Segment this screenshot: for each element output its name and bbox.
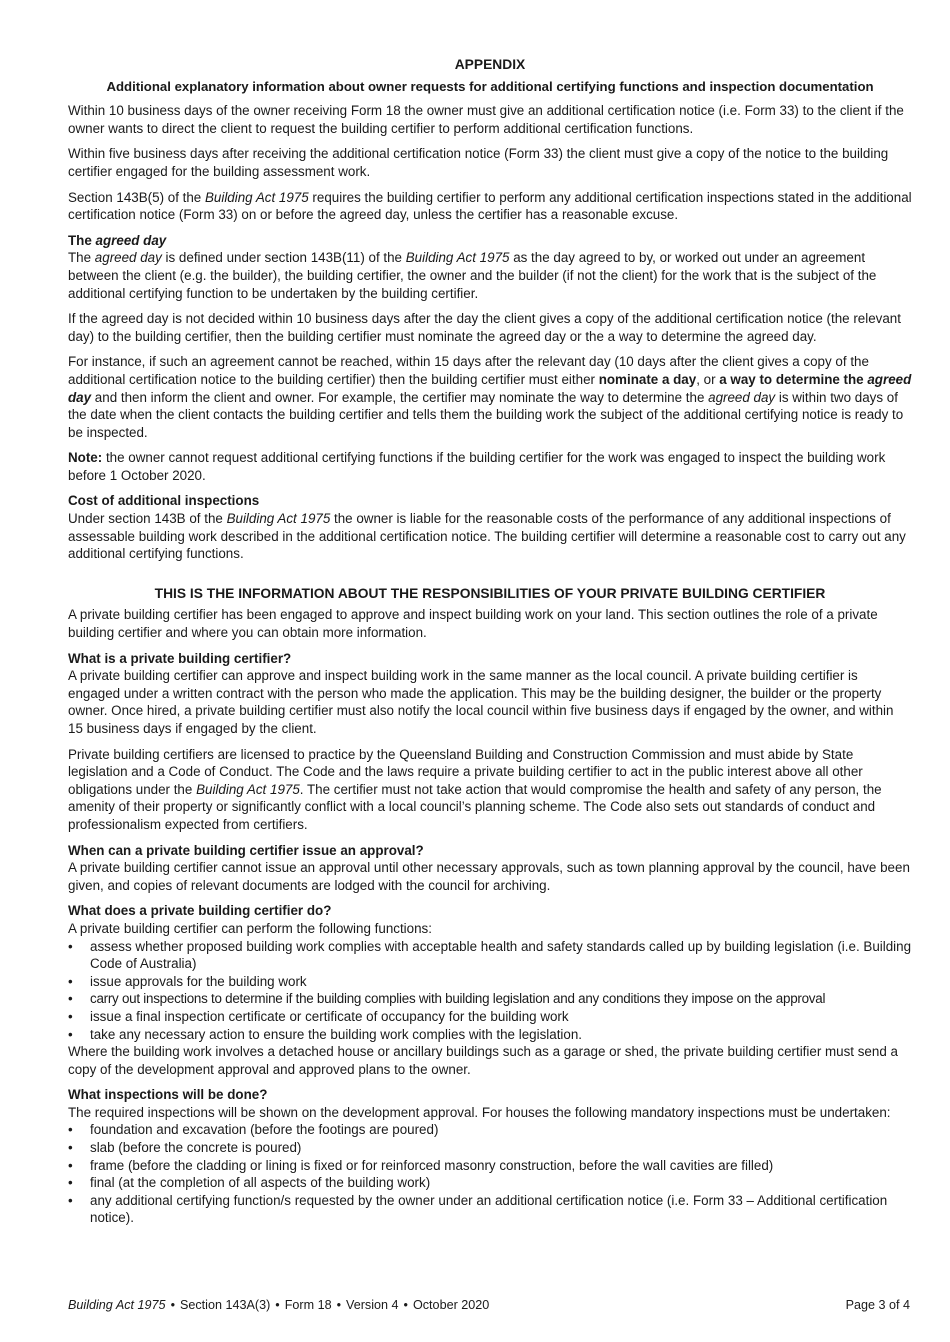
inspections-intro: The required inspections will be shown on the development approval. For houses the following mandatory inspections must be undertaken: <box>68 1104 891 1120</box>
cost-paragraph: Under section 143B of the Building Act 1975 the owner is liable for the reasonable costs of the performance of any additional inspections of assessable building work described in the additional certification notice. The building certifier will determine a reasonable cost to carry out any additional certifying functions. <box>68 511 906 562</box>
when-heading: When can a private building certifier issue an approval? <box>68 842 424 858</box>
appendix-paragraph-2: Within five business days after receiving the additional certification notice (Form 33) the client must give a copy of the notice to the building certifier engaged for the building assessment work. <box>68 146 889 179</box>
list-item: • carry out inspections to determine if the building complies with building legislation and any conditions they impose on the approval <box>68 990 912 1008</box>
act-name: Building Act 1975 <box>204 189 309 205</box>
what-is-heading: What is a private building certifier? <box>68 650 292 666</box>
appendix-title: APPENDIX <box>454 57 526 72</box>
footer-reference: Building Act 1975 • Section 143A(3) • Form 18 • Version 4 • October 2020 <box>68 1298 490 1312</box>
list-item: • take any necessary action to ensure the building work complies with the legislation. <box>68 1026 912 1044</box>
footer-section: Section 143A(3) <box>179 1298 271 1312</box>
agreed-day-paragraph-2: If the agreed day is not decided within 10 business days after the day the client gives a copy of the additional certification notice (the relevant day) to the building certifier, then the building certifier must nominate the agreed day or the a way to determine the agreed day. <box>68 311 901 344</box>
act-name: Building Act 1975 <box>226 511 331 527</box>
footer-form: Form 18 <box>284 1298 332 1312</box>
cost-heading: Cost of additional inspections <box>68 493 260 509</box>
appendix-paragraph-1: Within 10 business days of the owner receiving Form 18 the owner must give an additional certification notice (i.e. Form 33) to the client if the owner wants to direct the client to request the building certifier to perform additional certification functions. <box>68 103 904 136</box>
act-name: Building Act 1975 <box>196 781 300 797</box>
page-footer <box>68 1298 910 1312</box>
cost-section <box>68 492 912 562</box>
inspections-section <box>68 1086 912 1227</box>
list-item: • foundation and excavation (before the footings are poured) <box>68 1121 912 1139</box>
inspections-heading: What inspections will be done? <box>68 1087 268 1103</box>
note-paragraph: Note: the owner cannot request additional certifying functions if the building certifier for the work was engaged to inspect the building work before 1 October 2020. <box>68 450 886 483</box>
document-page <box>68 56 912 1235</box>
when-section <box>68 842 912 895</box>
do-after-paragraph: Where the building work involves a detached house or ancillary buildings such as a garage or shed, the private building certifier must send a copy of the development approval and approved plans to the owner. <box>68 1044 898 1077</box>
list-item: • final (at the completion of all aspects of the building work) <box>68 1174 912 1192</box>
do-heading: What does a private building certifier do? <box>68 903 332 919</box>
footer-act: Building Act 1975 <box>68 1298 166 1312</box>
responsibilities-intro: A private building certifier has been engaged to approve and inspect building work on your land. This section outlines the role of a private building certifier and where you can obtain more information. <box>68 607 878 641</box>
appendix-paragraph-3: Section 143B(5) of the Building Act 1975 requires the building certifier to perform any additional certification inspections stated in the additional certification notice (Form 33) on or before the agreed day, unless the certifier has a reasonable excuse. <box>68 189 912 223</box>
what-is-paragraph-2: Private building certifiers are licensed to practice by the Queensland Building and Construction Commission and must abide by State legislation and a Code of Conduct. The Code and the laws require a private building certifier to act in the public interest above all other obligations under the Building Act 1975. The certifier must not take action that would compromise the health and safety of any person, the amenity of their property or significantly conflict with a local council’s planning scheme. The Code also sets out standards of conduct and professionalism expected from certifiers. <box>68 746 882 832</box>
note-label: Note: <box>68 450 103 466</box>
what-is-section <box>68 650 912 738</box>
list-item: • issue a final inspection certificate or certificate of occupancy for the building work <box>68 1008 912 1026</box>
list-item: • frame (before the cladding or lining is fixed or for reinforced masonry construction, before the wall cavities are filled) <box>68 1157 912 1175</box>
agreed-day-heading: The agreed day <box>68 232 167 248</box>
list-item: • issue approvals for the building work <box>68 973 912 991</box>
act-name: Building Act 1975 <box>405 250 510 266</box>
do-intro: A private building certifier can perform the following functions: <box>68 920 432 936</box>
footer-date: October 2020 <box>412 1298 490 1312</box>
what-is-paragraph-1: A private building certifier can approve and inspect building work in the same manner as the local council. A private building certifier is engaged under a written contract with the person who made the application. This may be the building designer, the builder or the property owner. Once hired, a private building certifier must also notify the local council within five business days if engaged by the owner, and within 15 business days if engaged by the client. <box>68 668 894 736</box>
agreed-day-paragraph-3: For instance, if such an agreement cannot be reached, within 15 days after the relevant day (10 days after the client gives a copy of the additional certification notice to the building certifier) then the building certifier must either nominate a day, or a way to determine the agreed day and then inform the client and owner. For example, the certifier may nominate the way to determine the agreed day is within two days of the date when the client contacts the building certifier and tells them the building work the subject of the additional certifying notice is ready to be inspected. <box>68 354 912 440</box>
agreed-day-section <box>68 232 912 302</box>
page-number: Page 3 of 4 <box>845 1298 910 1312</box>
agreed-day-paragraph-1: The agreed day is defined under section 143B(11) of the Building Act 1975 as the day agreed to by, or worked out under an agreement between the client (e.g. the builder), the building certifier, the owner and the builder (if not the client) for the work that is the subject of the additional certifying function to be undertaken by the building certifier. <box>68 250 877 301</box>
do-section <box>68 902 912 1078</box>
list-item: • slab (before the concrete is poured) <box>68 1139 912 1157</box>
when-paragraph: A private building certifier cannot issue an approval until other necessary approvals, such as town planning approval by the council, have been given, and copies of relevant documents are lodged with the council for archiving. <box>68 860 910 893</box>
inspections-list <box>68 1121 912 1227</box>
appendix-subtitle: Additional explanatory information about owner requests for additional certifying functions and inspection documentation <box>106 78 874 94</box>
list-item: • assess whether proposed building work complies with acceptable health and safety standards called up by building legislation (i.e. Building Code of Australia) <box>68 938 912 973</box>
responsibilities-title: THIS IS THE INFORMATION ABOUT THE RESPONSIBILITIES OF YOUR PRIVATE BUILDING CERTIFIER <box>154 585 826 601</box>
footer-version: Version 4 <box>346 1298 399 1312</box>
list-item: • any additional certifying function/s requested by the owner under an additional certification notice (i.e. Form 33 – Additional certification notice). <box>68 1192 912 1227</box>
do-list <box>68 938 912 1044</box>
